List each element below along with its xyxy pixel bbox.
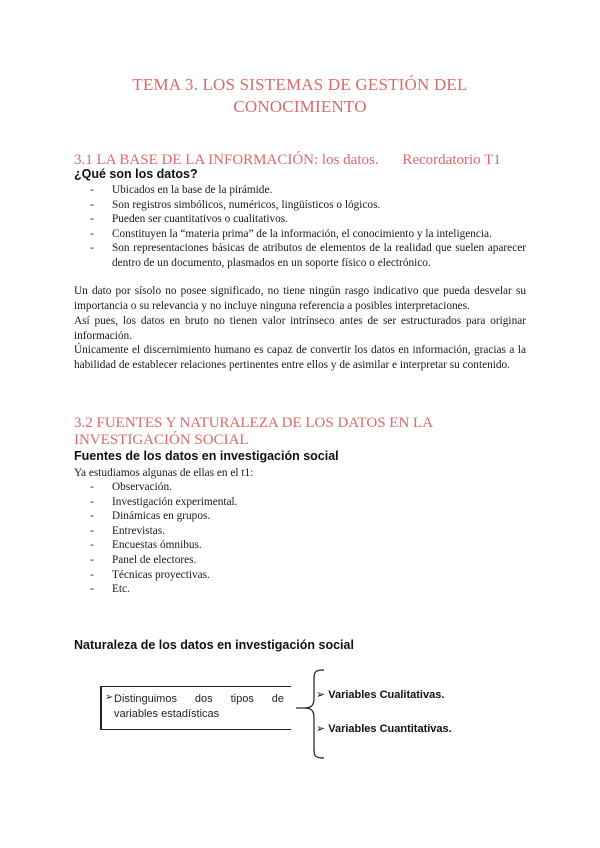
list-item: - Pueden ser cuantitativos o cualitativos. [90,212,526,227]
list-item: - Ubicados en la base de la pirámide. [90,183,526,198]
section-1-note: Recordatorio T1 [402,152,501,168]
curly-brace-icon [294,664,328,764]
section-1-heading-text: 3.1 LA BASE DE LA INFORMACIÓN: los datos. [74,152,379,168]
sources-list [90,480,390,597]
list-item: - Observación. [90,480,390,495]
list-item: - Entrevistas. [90,524,390,539]
section-2-heading [74,415,526,449]
title-line-1: TEMA 3. LOS SISTEMAS DE GESTIÓN DEL [132,75,468,94]
section-1-bullet-list [90,183,526,271]
variable-text: Variables Cualitativas. [328,689,445,701]
box-left-border [100,687,102,729]
sources-intro: Ya estudiamos algunas de ellas en el t1: [74,467,254,479]
title-line-2: CONOCIMIENTO [233,97,367,116]
diagram-box-text: Distinguimos dos tipos de variables estadísticas [114,693,284,720]
list-item: - Encuestas ómnibus. [90,538,390,553]
document-title [100,74,500,118]
quantitative-variables-label [316,722,452,735]
list-item: - Son representaciones básicas de atributos de elementos de la realidad que suelen aparecer dentro de un documento, plasmados en un soporte físico o electrónico. [90,241,526,270]
list-item: - Etc. [90,582,390,597]
paragraph: Un dato por sísolo no posee significado, no tiene ningún rasgo indicativo que pueda desvelar su importancia o su relevancia y no incluye ninguna referencia a posibles interpretaciones. [74,285,526,312]
paragraph: Únicamente el discernimiento humano es capaz de convertir los datos en información, gracias a la habilidad de establecer relaciones pertinentes entre ellos y de asimilar e interpretar su contenido. [74,344,526,371]
list-item: - Constituyen la “materia prima” de la información, el conocimiento y la inteligencia. [90,227,526,242]
sources-subheading: Fuentes de los datos en investigación social [74,449,339,463]
section-1-question: ¿Qué son los datos? [74,167,198,181]
diagram-box [100,686,291,730]
list-item: - Dinámicas en grupos. [90,509,390,524]
arrow-bullet-icon: ➢ [316,689,326,701]
arrow-bullet-icon: ➢ [316,723,326,735]
list-item: - Son registros simbólicos, numéricos, lingüísticos o lógicos. [90,198,526,213]
list-item: - Panel de electores. [90,553,390,568]
list-item: - Técnicas proyectivas. [90,568,390,583]
variable-text: Variables Cuantitativas. [328,723,452,735]
section-2-heading-line-1: 3.2 FUENTES Y NATURALEZA DE LOS DATOS EN LA [74,415,434,431]
list-item: - Investigación experimental. [90,495,390,510]
nature-subheading: Naturaleza de los datos en investigación social [74,638,354,652]
qualitative-variables-label [316,688,444,701]
paragraph: Así pues, los datos en bruto no tienen valor intrínseco antes de ser estructurados para originar información. [74,315,526,342]
arrow-bullet-icon: ➢ [105,692,114,703]
variables-diagram [100,664,480,764]
section-2-heading-line-2: INVESTIGACIÓN SOCIAL [74,432,249,448]
